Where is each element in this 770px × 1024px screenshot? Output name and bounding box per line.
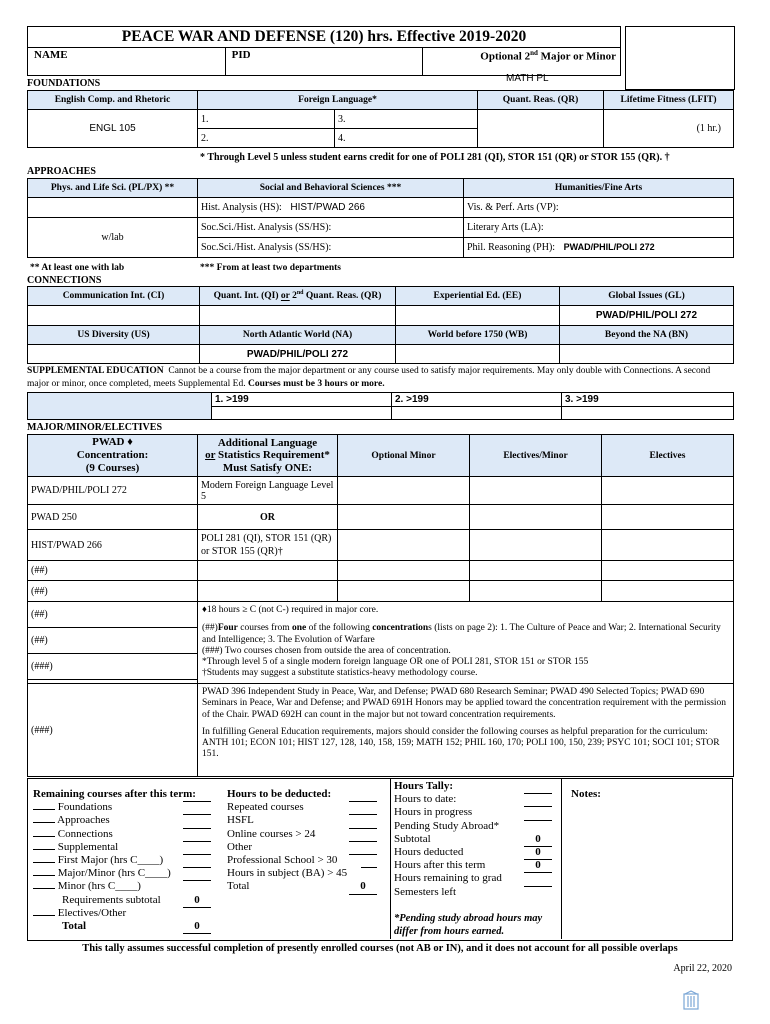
tally-semesters-value [524, 886, 552, 887]
deducted-online[interactable] [227, 828, 387, 841]
ss-cell-1[interactable]: Soc.Sci./Hist. Analysis (SS/HS): [198, 218, 464, 238]
deducted-total-label: Total [227, 880, 250, 893]
electives-minor-3[interactable] [470, 530, 602, 561]
remaining-subtotal-value: 0 [183, 894, 211, 908]
course-row-2[interactable]: PWAD 250 [28, 505, 198, 530]
tally-after-term [394, 859, 559, 872]
optional-major-field[interactable] [423, 48, 621, 76]
remaining-subtotal [33, 894, 213, 907]
course-row-6[interactable]: (##) [28, 602, 198, 628]
note-concentrations [202, 623, 729, 646]
tally-subtotal-value: 0 [524, 833, 552, 847]
note-conc-word: concentration [372, 623, 429, 634]
course-row-3[interactable]: HIST/PWAD 266 [28, 530, 198, 561]
supplemental-table [27, 392, 734, 420]
tally-semesters[interactable] [394, 886, 559, 899]
remaining-supplemental-label: Supplemental [57, 840, 119, 853]
lang-blank-5[interactable] [198, 581, 338, 602]
hours-deducted [227, 788, 387, 894]
lang-blank-4[interactable] [198, 561, 338, 581]
qi-cell[interactable] [200, 306, 396, 326]
supplemental-blank [28, 393, 212, 420]
electives-minor-1[interactable] [470, 477, 602, 505]
corner-box [625, 26, 735, 90]
remaining-electives[interactable] [33, 907, 213, 920]
remaining-first-major-label: First Major (hrs C____) [57, 854, 164, 867]
hs-label: Hist. Analysis (HS): [201, 202, 282, 213]
deducted-repeated-label: Repeated courses [227, 801, 304, 814]
deducted-online-label: Online courses > 24 [227, 827, 316, 840]
remaining-foundations[interactable] [33, 801, 213, 814]
optional-minor-3[interactable] [338, 530, 470, 561]
note-gened: In fulfilling General Education requirements, majors should consider the following courses as helpful preparation for the curriculum: ANTH 101; ECON 101; HIST 127, 128, 140, 158, 159; MATH 152; PHIL 160, 170; POLI 100, 150, 239; PSYC 101; SOCI 101; STOR 151. [202, 726, 720, 760]
pl-lab-cell[interactable]: w/lab [28, 218, 198, 258]
optional-minor-2[interactable] [338, 505, 470, 530]
ci-cell[interactable] [28, 306, 200, 326]
tally-study-abroad-value [524, 820, 552, 821]
note-conc-pre: (##) [202, 623, 218, 634]
tally-in-progress-value [524, 806, 552, 807]
header-table [27, 26, 621, 76]
supplemental-label: SUPPLEMENTAL EDUCATION [27, 366, 164, 376]
fl-slot-1[interactable]: 1. [198, 110, 335, 129]
ph-cell[interactable] [464, 238, 734, 258]
tally-after-term-label: Hours after this term [394, 859, 486, 872]
major-notes-2 [198, 684, 734, 777]
lang-h-or: or [205, 449, 216, 462]
conn-header-ci: Communication Int. (CI) [28, 287, 200, 306]
major-header-pwad [28, 435, 198, 477]
deducted-total-value: 0 [349, 880, 377, 894]
approaches-table [27, 178, 734, 258]
electives-4[interactable] [602, 561, 734, 581]
major-notes [198, 602, 734, 684]
us-cell[interactable] [28, 345, 200, 364]
deducted-total [227, 880, 387, 893]
major-header-language [198, 435, 338, 477]
tally-to-date-value [524, 793, 552, 794]
course-row-5[interactable]: (##) [28, 581, 198, 602]
remaining-minor-label: Minor (hrs C____) [57, 880, 141, 893]
optional-label-sup: nd [530, 49, 538, 57]
tally-title: Hours Tally: [394, 780, 453, 792]
lang-option-1[interactable]: Modern Foreign Language Level 5 [198, 477, 338, 505]
remaining-subtotal-label: Requirements subtotal [62, 893, 161, 906]
electives-minor-5[interactable] [470, 581, 602, 602]
course-row-4[interactable]: (##) [28, 561, 198, 581]
lang-h2: Statistics Requirement* [215, 449, 330, 462]
optional-label-post: Major or Minor [537, 50, 616, 63]
na-cell[interactable]: PWAD/PHIL/POLI 272 [200, 345, 396, 364]
note-conc-one: one [291, 623, 307, 634]
major-header-optional-minor: Optional Minor [338, 435, 470, 477]
pwad-h1: PWAD ♦ [92, 436, 133, 448]
foundations-header-engl: English Comp. and Rhetoric [28, 91, 198, 110]
lang-or: OR [198, 505, 338, 530]
conn-header-gl: Global Issues (GL) [560, 287, 734, 306]
deducted-subject-label: Hours in subject (BA) > 45 [227, 867, 348, 880]
hs-value: HIST/PWAD 266 [290, 202, 365, 213]
foundations-header-qr: Quant. Reas. (QR) [478, 91, 604, 110]
lang-h3: Must Satisfy ONE: [222, 461, 313, 474]
hs-cell[interactable] [198, 198, 464, 218]
note-conc-mid: courses from [237, 623, 292, 634]
course-row-7[interactable]: (##) [28, 628, 198, 654]
tally-to-date[interactable] [394, 793, 559, 806]
supp-slot-2-b[interactable] [392, 407, 562, 420]
fl-slot-2[interactable]: 2. [198, 129, 335, 148]
footer-assumption: This tally assumes successful completion of presently enrolled courses (not AB or IN), and it does not account for all possible overlaps [82, 943, 678, 954]
supplemental-description: Cannot be a course from the major department or any course used to satisfy major requirements. May only double with Connections. A second major or minor, once completed, meets Supplemental Ed. [27, 366, 711, 389]
lfit-cell[interactable]: (1 hr.) [604, 110, 734, 148]
course-row-1[interactable]: PWAD/PHIL/POLI 272 [28, 477, 198, 505]
connections-label: CONNECTIONS [27, 275, 102, 286]
remaining-total-value: 0 [183, 920, 211, 934]
ss-cell-2[interactable]: Soc.Sci./Hist. Analysis (SS/HS): [198, 238, 464, 258]
notes-area[interactable] [565, 800, 727, 934]
conn-header-qi [200, 287, 396, 306]
deducted-repeated[interactable] [227, 801, 387, 814]
qi-pre: Quant. Int. (QI) [213, 291, 281, 302]
engl-cell[interactable]: ENGL 105 [28, 110, 198, 148]
tally-deducted-value: 0 [524, 846, 552, 860]
electives-minor-2[interactable] [470, 505, 602, 530]
supp-slot-1-b[interactable] [212, 407, 392, 420]
remaining-courses [33, 788, 213, 933]
connections-table [27, 286, 734, 364]
optional-label-pre: Optional 2 [480, 50, 531, 63]
qi-sup: nd [296, 290, 304, 297]
note-conc-post: s (lists on page 2): 1. The Culture of Peace and War; 2. International Security and Intelligence; 3. The Evolution of Warfare [202, 623, 721, 645]
tally-subtotal-label: Subtotal [394, 832, 431, 845]
note-hours: ♦18 hours ≥ C (not C-) required in major core. [202, 605, 379, 615]
tally-study-abroad-label: Pending Study Abroad* [394, 819, 500, 832]
electives-3[interactable] [602, 530, 734, 561]
lang-option-2[interactable]: POLI 281 (QI), STOR 151 (QR) or STOR 155 (QR)† [198, 530, 338, 561]
remaining-electives-label: Electives/Other [57, 906, 127, 919]
electives-5[interactable] [602, 581, 734, 602]
foundations-header-fl: Foreign Language* [198, 91, 478, 110]
foundations-table [27, 90, 734, 148]
deducted-hsfl-label: HSFL [227, 814, 254, 827]
tally-deducted-label: Hours deducted [394, 846, 464, 859]
conn-header-wb: World before 1750 (WB) [396, 326, 560, 345]
supplemental-text [27, 365, 733, 390]
remaining-minor[interactable] [33, 880, 213, 893]
tally-subtotal [394, 833, 559, 846]
notes-label: Notes: [571, 788, 601, 800]
course-row-9[interactable]: (###) [28, 684, 198, 777]
foundations-header-lfit: Lifetime Fitness (LFIT) [604, 91, 734, 110]
vp-cell[interactable]: Vis. & Perf. Arts (VP): [464, 198, 734, 218]
la-cell[interactable]: Literary Arts (LA): [464, 218, 734, 238]
deducted-subject[interactable] [227, 867, 387, 880]
approaches-label: APPROACHES [27, 166, 96, 177]
tally-after-term-value: 0 [524, 859, 552, 873]
remaining-connections[interactable] [33, 828, 213, 841]
tally-in-progress-label: Hours in progress [394, 806, 473, 819]
note-conc-four: Four [217, 623, 238, 634]
tally-remaining[interactable] [394, 872, 559, 885]
supplemental-hours-note: Courses must be 3 hours or more. [247, 378, 385, 389]
remaining-major-minor[interactable] [33, 867, 213, 880]
fl-slot-3[interactable]: 3. [335, 110, 478, 129]
supp-slot-2[interactable]: 2. >199 [392, 393, 562, 407]
remaining-approaches[interactable] [33, 814, 213, 827]
math-pl-label: MATH PL [506, 73, 549, 84]
tally-remaining-label: Hours remaining to grad [394, 872, 502, 885]
deducted-other[interactable] [227, 841, 387, 854]
tally-divider-2 [561, 778, 562, 939]
approaches-header-soc: Social and Behavioral Sciences *** [198, 179, 464, 198]
tally-footnote: *Pending study abroad hours may differ from hours earned. [394, 913, 543, 937]
approaches-header-pl: Phys. and Life Sci. (PL/PX) ** [28, 179, 198, 198]
footer-date: April 22, 2020 [673, 963, 732, 974]
major-header-electives-minor: Electives/Minor [470, 435, 602, 477]
pl-slot-1[interactable] [28, 198, 198, 218]
remaining-connections-label: Connections [57, 827, 113, 840]
remaining-supplemental[interactable] [33, 841, 213, 854]
foundations-note: * Through Level 5 unless student earns credit for one of POLI 281 (QI), STOR 151 (QR) or STOR 155 (QR). † [200, 152, 670, 163]
qr-cell[interactable] [478, 110, 604, 148]
fl-slot-4[interactable]: 4. [335, 129, 478, 148]
supp-slot-3[interactable]: 3. >199 [562, 393, 734, 407]
ph-value: PWAD/PHIL/POLI 272 [563, 242, 655, 252]
remaining-title: Remaining courses after this term: [33, 788, 196, 800]
optional-minor-4[interactable] [338, 561, 470, 581]
lang-h1: Additional Language [217, 436, 318, 449]
foundations-label: FOUNDATIONS [27, 78, 101, 89]
remaining-approaches-label: Approaches [57, 814, 110, 827]
electives-minor-4[interactable] [470, 561, 602, 581]
note-independent-study: PWAD 396 Independent Study in Peace, War, and Defense; PWAD 680 Research Seminar; PWAD 490 Selected Topics; PWAD 690 Seminars in Peace, War and Defense; and PWAD 691H Honors may be applied toward the concentration requirement with the permission of the Chair. PWAD 692H can count in the major but not toward concentration requirements. [202, 687, 727, 720]
major-table [27, 434, 734, 777]
pid-field[interactable]: PID [225, 48, 423, 76]
electives-2[interactable] [602, 505, 734, 530]
electives-1[interactable] [602, 477, 734, 505]
deducted-professional-label: Professional School > 30 [227, 854, 338, 867]
optional-minor-5[interactable] [338, 581, 470, 602]
tally-study-abroad[interactable] [394, 820, 559, 833]
wb-cell[interactable] [396, 345, 560, 364]
ee-cell[interactable] [396, 306, 560, 326]
remaining-total-label: Total [62, 920, 87, 933]
university-logo-icon [683, 990, 699, 1010]
pwad-h3: (9 Courses) [85, 462, 140, 474]
pwad-h2: Concentration: [76, 449, 149, 461]
qi-post: Quant. Reas. (QR) [303, 291, 382, 302]
bn-cell[interactable] [560, 345, 734, 364]
deducted-title: Hours to be deducted: [227, 788, 332, 800]
deducted-hsfl[interactable] [227, 814, 387, 827]
approaches-note-depts: *** From at least two departments [200, 263, 341, 273]
major-header-electives: Electives [602, 435, 734, 477]
deducted-other-label: Other [227, 840, 253, 853]
qi-two: 2 [289, 291, 297, 302]
form-title: PEACE WAR AND DEFENSE (120) hrs. Effective 2019-2020 [28, 27, 621, 48]
tally-semesters-label: Semesters left [394, 885, 457, 898]
tally-to-date-label: Hours to date: [394, 793, 457, 806]
optional-minor-1[interactable] [338, 477, 470, 505]
qi-or: or [280, 291, 290, 302]
remaining-major-minor-label: Major/Minor (hrs C____) [57, 867, 171, 880]
remaining-first-major[interactable] [33, 854, 213, 867]
gl-cell[interactable]: PWAD/PHIL/POLI 272 [560, 306, 734, 326]
supp-slot-1[interactable]: 1. >199 [212, 393, 392, 407]
tally-remaining-value [524, 872, 552, 873]
tally-in-progress[interactable] [394, 806, 559, 819]
remaining-total [33, 920, 213, 933]
conn-header-us: US Diversity (US) [28, 326, 200, 345]
major-label: MAJOR/MINOR/ELECTIVES [27, 422, 163, 433]
note-outside-area: (###) Two courses chosen from outside the area of concentration. [202, 645, 451, 656]
hours-tally [394, 780, 559, 899]
deducted-professional[interactable] [227, 854, 387, 867]
tally-divider-1 [390, 778, 391, 939]
note-conc-mid2: of the following [306, 623, 373, 634]
conn-header-bn: Beyond the NA (BN) [560, 326, 734, 345]
conn-header-ee: Experiential Ed. (EE) [396, 287, 560, 306]
course-row-8[interactable]: (###) [28, 654, 198, 680]
note-substitute: †Students may suggest a substitute statistics-heavy methodology course. [202, 668, 478, 679]
remaining-foundations-label: Foundations [57, 801, 113, 814]
approaches-header-hum: Humanities/Fine Arts [464, 179, 734, 198]
tally-deducted [394, 846, 559, 859]
conn-header-na: North Atlantic World (NA) [200, 326, 396, 345]
name-field[interactable]: NAME [28, 48, 226, 76]
ph-label: Phil. Reasoning (PH): [467, 242, 556, 253]
note-language-level: *Through level 5 of a single modern foreign language OR one of POLI 281, STOR 151 or STOR 155 [202, 657, 589, 668]
supp-slot-3-b[interactable] [562, 407, 734, 420]
approaches-note-lab: ** At least one with lab [30, 263, 125, 273]
